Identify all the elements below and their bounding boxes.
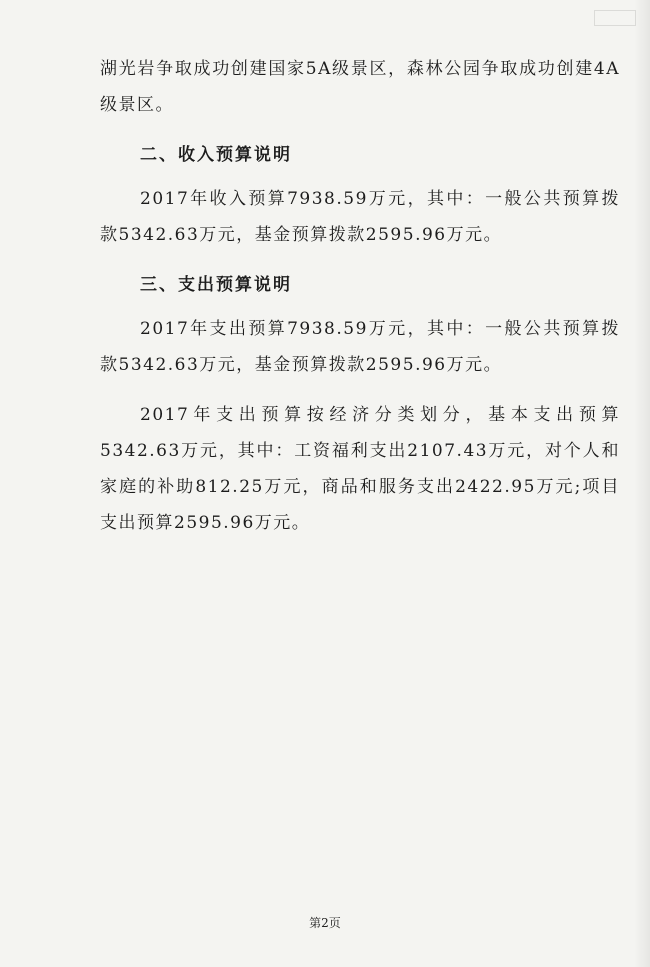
paragraph-continuation: 湖光岩争取成功创建国家5A级景区，森林公园争取成功创建4A级景区。 [100,59,620,115]
scan-mark [594,10,636,26]
paragraph-income-budget: 2017年收入预算7938.59万元，其中：一般公共预算拨款5342.63万元，基金预算拨款2595.96万元。 [100,189,620,245]
page-number: 第2页 [309,916,341,930]
paragraph-expenditure-budget: 2017年支出预算7938.59万元，其中：一般公共预算拨款5342.63万元，基金预算拨款2595.96万元。 [100,319,620,375]
paragraph-economic-classification: 2017年支出预算按经济分类划分，基本支出预算5342.63万元，其中：工资福利支出2107.43万元，对个人和家庭的补助812.25万元，商品和服务支出2422.95万元;项目支出预算2595.96万元。 [100,405,620,533]
section-heading-expenditure: 三、支出预算说明 [140,275,292,295]
scan-shadow [634,0,650,967]
document-body [100,51,620,555]
section-heading-income: 二、收入预算说明 [140,145,292,165]
